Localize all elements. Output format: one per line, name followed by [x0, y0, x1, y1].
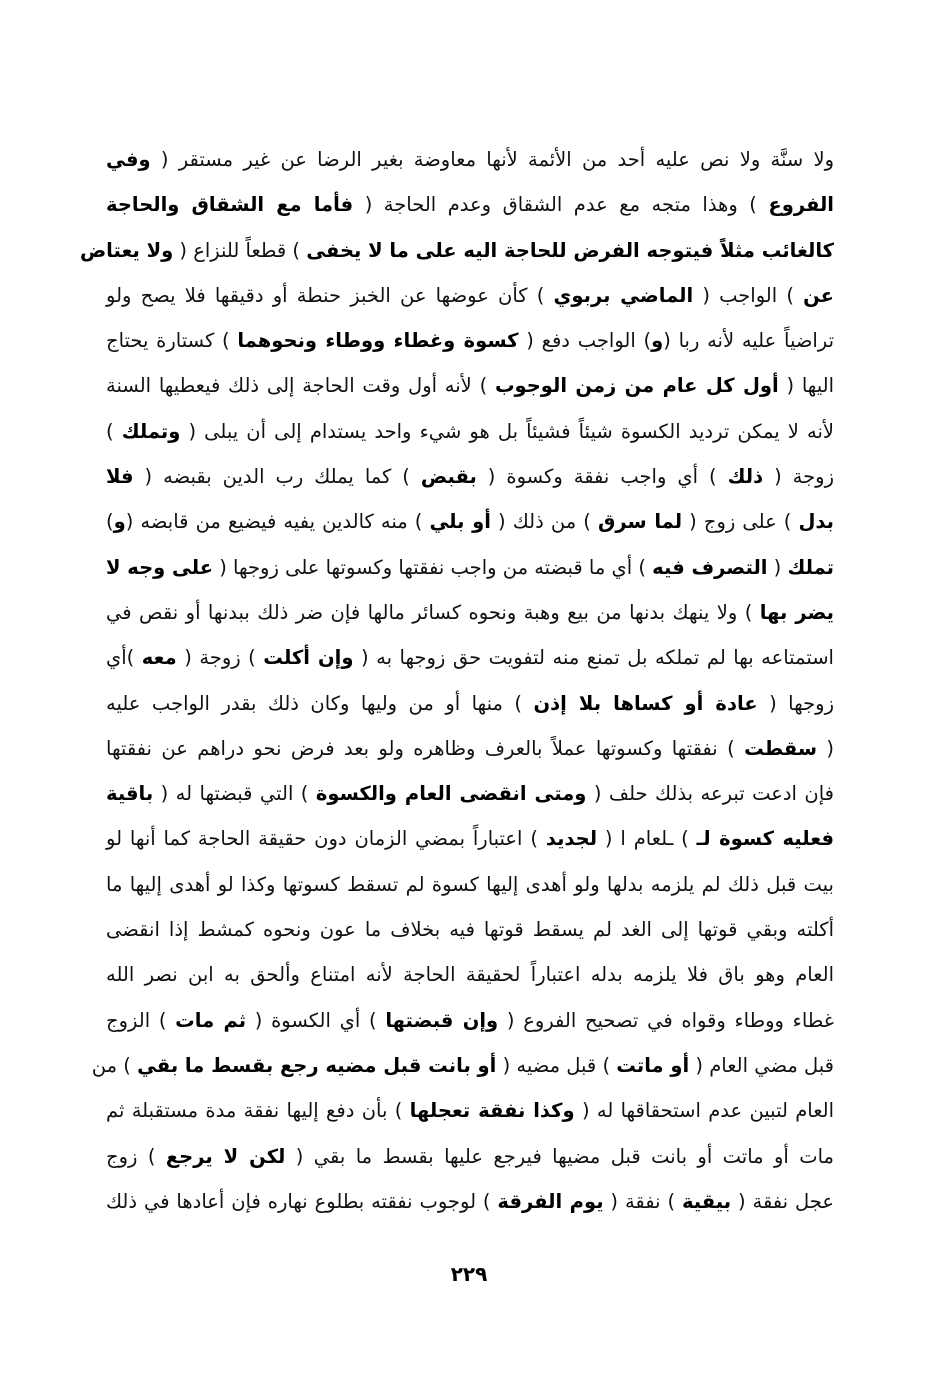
text-line [106, 1134, 834, 1179]
commentary-text: ) الواجب ( [693, 283, 804, 307]
commentary-text: زوجها ( [757, 691, 834, 715]
matn-text: على وجه لا [105, 555, 214, 579]
text-line [106, 726, 834, 771]
matn-text: باقية [106, 782, 154, 806]
commentary-text: ) أي واجب نفقة وكسوة ( [476, 465, 728, 489]
matn-text: أول كل عام من زمن الوجوب [494, 374, 779, 398]
matn-text: وإن قبضتها [385, 1008, 499, 1032]
matn-text: وكذا نفقة تعجلها [409, 1099, 575, 1123]
commentary-text: ( [767, 555, 788, 579]
matn-text: و [651, 329, 664, 353]
commentary-text: ) منها أو من وليها وكان ذلك بقدر الواجب عليه [106, 691, 534, 715]
text-line [91, 1043, 834, 1088]
commentary-text: استمتاعه بها لم تملكه بل تمنع منه لتفويت حق زوجها به ( [353, 646, 834, 670]
text-line [106, 816, 834, 861]
commentary-text: ) ـلعام ا ( [597, 827, 697, 851]
text-line [106, 681, 834, 726]
commentary-text: ) كما يملك رب الدين بقبضه ( [133, 465, 421, 489]
commentary-text: ) نفقتها وكسوتها عملاً بالعرف وظاهره ولو بعد فرض نحو دراهم عن نفقتها [106, 736, 745, 760]
matn-text: الفروع [768, 193, 834, 217]
matn-text: كسوة وغطاء ووطاء ونحوهما [237, 329, 519, 353]
matn-text: كالغائب مثلاً فيتوجه الفرض للحاجة اليه على ما لا يخفى [306, 238, 834, 262]
commentary-text: ) أي الكسوة ( [246, 1008, 386, 1032]
commentary-text: لأنه لا يمكن ترديد الكسوة شيئاً فشيئاً بل هو شيء واحد يستدام إلى أن يبلى ( [180, 419, 834, 443]
commentary-text: مات أو ماتت أو بانت قبل مضيها فيرجع عليها بقسط ما بقي ( [285, 1144, 834, 1168]
commentary-text: ) أي ما قبضته من واجب نفقتها وكسوتها على زوجها ( [213, 555, 653, 579]
text-line [106, 499, 834, 544]
commentary-text: ) لأنه أول وقت الحاجة إلى ذلك فيعطيها السنة [106, 374, 495, 398]
commentary-text: ) التي قبضتها له ( [153, 782, 316, 806]
commentary-text: ) [106, 510, 114, 534]
matn-text: ومتى انقضى العام والكسوة [315, 782, 587, 806]
commentary-text: ) قبل مضيه ( [496, 1053, 617, 1077]
matn-text: الماضي بربوي [553, 283, 694, 307]
matn-text: لجديد [545, 827, 598, 851]
commentary-text: ) من ذلك ( [490, 510, 598, 534]
matn-text: عن [803, 283, 834, 307]
text-line [106, 1179, 834, 1224]
matn-text: معه [141, 646, 177, 670]
commentary-text: أكلته وبقي قوتها إلى الغد لم يسقط قوتها فيه بخلاف ما عون ونحوه كمشط إذا انقضى [106, 918, 834, 942]
matn-text: التصرف فيه [652, 555, 768, 579]
matn-text: فعليه كسوة لـ [696, 827, 834, 851]
text-line [106, 1088, 834, 1133]
text-line [106, 771, 834, 816]
matn-text: وتملك [121, 419, 181, 443]
text-line [106, 998, 834, 1043]
commentary-text: ) لوجوب نفقته بطلوع نهاره فإن أعادها في ذلك [106, 1189, 498, 1213]
commentary-text: فإن ادعت تبرعه بذلك حلف ( [586, 782, 834, 806]
matn-text: عادة أو كساها بلا إذن [533, 691, 758, 715]
commentary-text: ) [106, 419, 122, 443]
matn-text: ولا يعتاض [79, 238, 174, 262]
matn-text: بقبض [420, 465, 477, 489]
commentary-text: غطاء ووطاء وقواه في تصحيح الفروع ( [498, 1008, 834, 1032]
matn-text: أو بانت قبل مضيه رجع بقسط ما بقي [137, 1053, 497, 1077]
commentary-text: ) كأن عوضها عن الخبز حنطة أو دقيقها فلا يصح ولو [106, 283, 554, 307]
matn-text: وإن أكلت [263, 646, 354, 670]
commentary-text: قبل مضي العام ( [689, 1053, 834, 1077]
matn-text: وفي [106, 148, 151, 171]
commentary-text: ( [817, 736, 835, 760]
commentary-text: ) نفقة ( [603, 1189, 682, 1213]
commentary-text: ) الزوج [106, 1008, 176, 1032]
commentary-text: ) على زوج ( [682, 510, 799, 534]
text-line [106, 137, 834, 182]
text-line [106, 952, 834, 997]
commentary-text: العام وهو باق فلا يلزمه بدله اعتباراً لحقيقة الحاجة لأنه امتناع وألحق به ابن نصر الله [106, 963, 834, 987]
commentary-text: ) منه كالدين يفيه فيضيع من قابضه ( [125, 510, 430, 534]
commentary-text: ) وهذا متجه مع عدم الشقاق وعدم الحاجة ( [353, 193, 769, 217]
commentary-text: اليها ( [778, 374, 834, 398]
page-number: ٢٢٩ [450, 1262, 488, 1286]
matn-text: سقطت [744, 736, 817, 760]
matn-text: يضر بها [759, 600, 835, 624]
text-line [106, 590, 834, 635]
body-text [79, 137, 835, 1224]
commentary-text: ) بأن دفع إليها نفقة مدة مستقبلة ثم [106, 1099, 410, 1123]
text-line [106, 635, 834, 680]
commentary-text: العام لتبين عدم استحقاقها له ( [574, 1099, 834, 1123]
text-line [106, 545, 834, 590]
text-line [106, 273, 834, 318]
commentary-text: ) من [91, 1053, 138, 1077]
matn-text: أو بلي [429, 510, 491, 534]
commentary-text: عجل نفقة ( [731, 1189, 834, 1213]
text-line [106, 409, 834, 454]
commentary-text: ) زوجة ( [176, 646, 264, 670]
commentary-text: زوجة ( [763, 465, 834, 489]
text-line [106, 907, 834, 952]
matn-text: فلا [106, 465, 134, 489]
text-line [106, 318, 834, 363]
commentary-text: ولا سنَّة ولا نص عليه أحد من الأئمة لأنها معاوضة بغير الرضا عن غير مستقر ( [150, 148, 834, 171]
commentary-text: ) اعتباراً بمضي الزمان دون حقيقة الحاجة كما أنها لو [106, 827, 546, 851]
text-line [79, 228, 834, 273]
matn-text: و [113, 510, 126, 534]
matn-text: فأما مع الشقاق والحاجة [106, 193, 354, 217]
text-line [106, 363, 834, 408]
matn-text: لكن لا يرجع [165, 1144, 286, 1168]
commentary-text: ) الواجب دفع ( [518, 329, 652, 353]
text-line [106, 182, 834, 227]
commentary-text: تراضياً عليه لأنه ربا ( [663, 329, 834, 353]
commentary-text: ) كستارة يحتاج [106, 329, 238, 353]
matn-text: بيقية [681, 1189, 732, 1213]
commentary-text: ) ولا ينهك بدنها من بيع وهبة ونحوه كسائر مالها فإن ضر ذلك ببدنها أو نقص في [106, 600, 760, 624]
commentary-text: ) زوج [106, 1144, 166, 1168]
matn-text: يوم الفرقة [497, 1189, 604, 1213]
matn-text: ذلك [727, 465, 764, 489]
text-line [106, 862, 834, 907]
matn-text: ثم مات [175, 1008, 247, 1032]
commentary-text: بيت قبل ذلك لم يلزمه بدلها ولو أهدى إليها كسوة لم تسقط كسوتها وكذا لو أهدى إليها ما [106, 872, 834, 896]
matn-text: أو ماتت [616, 1053, 690, 1077]
commentary-text: )أي [106, 646, 142, 670]
matn-text: تملك [787, 555, 834, 579]
commentary-text: ) قطعاً للنزاع ( [173, 238, 307, 262]
matn-text: لما سرق [597, 510, 683, 534]
matn-text: بدل [798, 510, 834, 534]
text-line [106, 454, 834, 499]
